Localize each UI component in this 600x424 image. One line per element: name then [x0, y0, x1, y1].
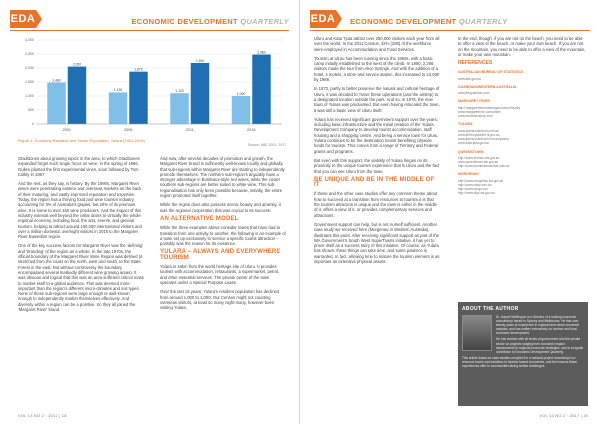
reference-label: AUSTRALIAN BUREAU OF STATISTICS [458, 70, 524, 75]
y-tick-label: 2,500 [25, 52, 34, 57]
about-the-author-box [458, 302, 588, 406]
reference-link[interactable]: http://www.rdsw.com.au [458, 182, 492, 187]
paragraph: Over the last 15 years, Yulara's resident population has declined from around 1,000 to 1,000. Our Census might not counting overseas visitors, at least so many night-many, however been visiting Yulara. [160, 289, 280, 311]
reference-link[interactable]: www.abs.gov.au [458, 76, 481, 81]
reference-link[interactable]: www.theguardian.com [458, 91, 490, 96]
section-heading: BE UNIQUE AND BE IN THE MIDDLE OF IT [314, 176, 435, 189]
references-heading: REFERENCES [458, 60, 493, 67]
running-head-italic: QUARTERLY [240, 17, 289, 26]
data-label: 1,870 [134, 67, 143, 72]
reference-label: MORGENAU [458, 172, 479, 177]
reference-link[interactable]: www.queenstown.tas.gov.au [458, 160, 499, 164]
right-header [310, 10, 590, 28]
chart-bar [232, 96, 250, 124]
x-tick-label: 2006 [124, 128, 133, 132]
x-tick-label: 2016 [247, 128, 256, 132]
header-rule [10, 30, 289, 31]
running-head-bold: ECONOMIC DEVELOPMENT [350, 17, 457, 26]
right-column-1 [314, 36, 440, 268]
right-column-2 [458, 36, 586, 200]
paragraph: Government support can help, but is not in itself sufficient. Another case study we received here (Morgenau in Western Australia), illustrates this point. After receiving significant support as part of the WA Government's South West SuperTowns initiative, it has yet to prove itself as a success story of this initiative. Of course, as Yulara has shown, these things can take time, and some patience is warranted. In fact, allowing time to mature the tourism element is as important as extensive physical assets. [314, 221, 440, 264]
chart-bar [252, 55, 270, 124]
paragraph: Uluru and Kata Tjuta attract over 250,000 visitors each year from all over the world. In the 2011 Census, 32% (288) of the workforce were employed in Accommodation and Food Services. [314, 36, 440, 52]
running-head-italic: QUARTERLY [458, 17, 508, 26]
reference-link[interactable]: http://margaretriver.wineregion/about/history [458, 105, 521, 110]
left-column-1 [18, 156, 144, 316]
reference-label: GUARDIAN/WESTERN AUSTRALIA [458, 84, 517, 89]
reference-link[interactable]: http://www.morgenau.wa.gov.au [458, 178, 504, 183]
reference-link[interactable]: www.ayersrockresort.com.au/yulara [458, 137, 509, 142]
x-tick-label: 2011 [185, 128, 194, 132]
page-footer: VOL 13 NO 2 · 2017 | 18 [18, 413, 67, 418]
header-rule [310, 30, 590, 31]
reference-group [458, 122, 586, 145]
running-head [350, 17, 508, 26]
reference-group [458, 150, 586, 169]
chart-bar [191, 63, 209, 124]
reference-group [458, 70, 586, 81]
chart-bar [47, 83, 65, 124]
paragraph: Tourism at Uluru has been running since the 1950s, with a basic camp initially established to the west of the climb. In 1960, 2,296 visitors made the tour from Alice Springs. And with the addition of a hotel, 4 motels, a store and service station, this increased to 23,000 by 1969. [314, 55, 440, 83]
reference-link[interactable]: http://www.tourism.tas.gov.au [458, 155, 500, 160]
reference-link[interactable]: http://www.tourismwestcoast.com.au [458, 164, 510, 169]
author-paragraph: He has worked with all levels of government and the private sector on projects ranging from economic impact assessments to regional economic strategies, and is a regular contributor to Economic Development Quarterly. [496, 337, 584, 354]
author-box-title: ABOUT THE AUTHOR [462, 306, 519, 312]
section-heading: YULARA – ALWAYS AND EVERYWHERE TOURISM [160, 249, 281, 261]
data-label: 2,480 [257, 50, 266, 55]
reference-link[interactable]: www.kata-tjuta.gov.au [458, 141, 489, 146]
y-tick-label: 0 [32, 122, 34, 127]
y-tick-label: 3,000 [25, 38, 34, 43]
chart-bar [170, 93, 188, 124]
y-tick-label: 1,000 [25, 94, 34, 99]
author-paragraph: This article draws on case studies compiled for a national project examining how resource towns can transition to tourism based economies, and the lessons these experiences offer to communities facing similar challenges. [462, 355, 577, 369]
reference-link[interactable]: www.ayersrockresort.com.au [458, 128, 499, 133]
logo-arrow-icon [336, 10, 342, 28]
left-header [10, 10, 289, 28]
reference-label: YULARA [458, 122, 473, 127]
logo-arrow-icon [36, 10, 42, 28]
reference-link[interactable]: www.bordeauxshop.com [458, 114, 493, 119]
figure-caption: Figure 1. Economy Resident and Visitor Population, Yulara (2001-2016) [18, 138, 145, 143]
paragraph: One of the key success factors for Margaret River was the 'defining' and 'branding' of the region as a whole. In the late 1970s, the official boundary of the Margaret River Wine Region was defined (it stretched from the coast on the north, west and south, to the State Forest in the east. Not without controversy the boundary encompassed several markedly different wine growing areas). It was obvious and logical that this was an area sufficient critical mass to market itself to a global audience. This was deemed more important than the region's different micro-climates and soil types. None of these sub-regions were large enough or well-known enough to independently market themselves effectively. And diversity within a region can be a positive. So they all joined the 'Margaret River' brand. [18, 243, 144, 313]
page-footer: VOL 13 NO 2 · 2017 | 19 [539, 413, 588, 418]
paragraph: Yulara has received significant government support over the years, including basic infrastructure and the initial creation of the Yulara Development Company to develop tourist accommodation, staff housing and a shopping centre. And being a service town for Uluru, Yulara continues to be the destination tourist benefiting citywide funds for tourism. This comes from a range of Territory and Federal grants and programs. [314, 116, 439, 154]
chart-bar [109, 92, 127, 124]
paragraph: And the rest, as they say, is history. By the 1990s, Margaret River wines were penetrating eastern and overseas markets on the back of their maturing, and vastly improved reputation and expertise. Today, the region has a thriving food and wine tourism industry, accounting for 3% of Australia's grapes, but 20% of its premium wine. It is home to over 150 wine producers. And the impact of this industry extends well beyond the cellar doors to virtually the whole regional economy, including food, the arts, events, and general tourism, helping to attract around 100,000 international visitors and over a million domestic overnight visitors in 2015 to the Margaret River Busselton region. [18, 181, 142, 240]
reference-link[interactable]: www.margaretriver.com/article [458, 109, 501, 114]
data-label: 1,100 [175, 89, 184, 93]
paragraph: In 1973, partly to better preserve the natural and cultural heritage of Uluru, it was decided to 'move these operations (and the airstrip) to a designated location outside the park. And so, in 1976, the new town of Yulara was proclaimed. But even having relocated the town, it was still a basic view of Uluru itself. [314, 86, 440, 113]
x-tick-label: 2001 [62, 128, 71, 132]
paragraph: And now, after several decades of promotion and growth, the Margaret River brand is sufficiently well-known locally and globally, that sub-regions within Margaret River are starting to independently promote themselves. The northern sub-region's arguably have a stronger advantage in Bordeaux-style red wines, while the cooler southern sub-regions are better suited to white wine. This sub-regionalisation has only been possible because, initially, the entire region promoted itself together. [160, 156, 285, 199]
paragraph: But even with this support, the viability of Yulara hinges on its proximity to the unique tourism experience that is Uluru and the fact that you can see Uluru from the town. [314, 157, 440, 174]
chart-bar [68, 67, 86, 124]
reference-group [458, 172, 586, 195]
running-head [131, 17, 289, 26]
data-label: 2,050 [72, 62, 82, 67]
chart-bar [129, 72, 147, 124]
reference-link[interactable]: http://www.wa.gov.au [458, 187, 488, 192]
paragraph: Yulara is 18km from the world heritage site of Uluru. It provides tourists with accommodation, restaurants, a supermarket, petrol, and other essential services. The private owner of the town operates under a Special Purpose Lease. [160, 264, 280, 285]
reference-link[interactable]: www.territorystories.nt.gov.au [458, 132, 500, 137]
data-label: 1,480 [52, 78, 61, 83]
y-tick-label: 2,000 [25, 66, 34, 71]
reference-label: QUEENSTOWN [458, 149, 484, 154]
eda-logo: EDA [310, 10, 336, 28]
left-column-2 [160, 156, 286, 314]
running-head-bold: ECONOMIC DEVELOPMENT [131, 17, 238, 26]
data-label: 1,130 [113, 88, 123, 93]
population-chart [18, 36, 286, 136]
author-photo [462, 315, 492, 351]
paragraph: Gladstones about growing topics in the area, to which Gladstones expanded forget such single focus on wine. In the spring of 1966, Gullen planted the first experimental vines, soon followed by Tom Cullity in 1967. [18, 156, 140, 177]
data-label: 2,180 [195, 58, 205, 63]
figure-source: Source: ABS 2001, 2017 [247, 143, 286, 147]
population-chart-svg [18, 36, 286, 136]
y-tick-label: 500 [28, 108, 34, 113]
paragraph: In the end, though, if you are not on the beach, you need to be able to offer a view of the beach, or make your own beach. If you are not on the mountain, you need to be able to offer a view of the mountain, or make your own mountain. [458, 36, 586, 57]
reference-group [458, 85, 586, 96]
reference-label: MARGARET RIVER [458, 99, 490, 104]
reference-group [458, 99, 586, 118]
right-page [300, 0, 600, 424]
eda-logo: EDA [10, 10, 36, 28]
y-tick-label: 1,500 [25, 80, 34, 85]
paragraph: While the three examples above consider towns that have had to transition from one activity to another, the following is an example of a town set up exclusively to service a specific tourist attraction – possibly was the reason for its existence. [160, 225, 286, 247]
paragraph: While the region does also possess scenic beauty and amenity, it was the regional cooperation that was crucial to its success. [160, 202, 281, 213]
paragraph: If these and the other case studies offer any common theme about how to succeed at a transition from resources to tourism it is that the tourism attraction is unique and the town is either in the middle of it, offers a view of it, or provides complementary services and attractions. [314, 191, 438, 218]
data-label: 1,000 [236, 91, 246, 96]
section-heading: AN ALTERNATIVE MODEL [160, 215, 239, 222]
reference-link[interactable]: http://www.dlgc.wa.gov.au [458, 191, 495, 196]
author-paragraph: Dr Joseph Wellington is a Director of a leading economic consultancy based in Sydney and Melbourne. He has over twenty years of experience in regional and urban economic analysis, and has written extensively on tourism and local economic development. [496, 315, 580, 336]
